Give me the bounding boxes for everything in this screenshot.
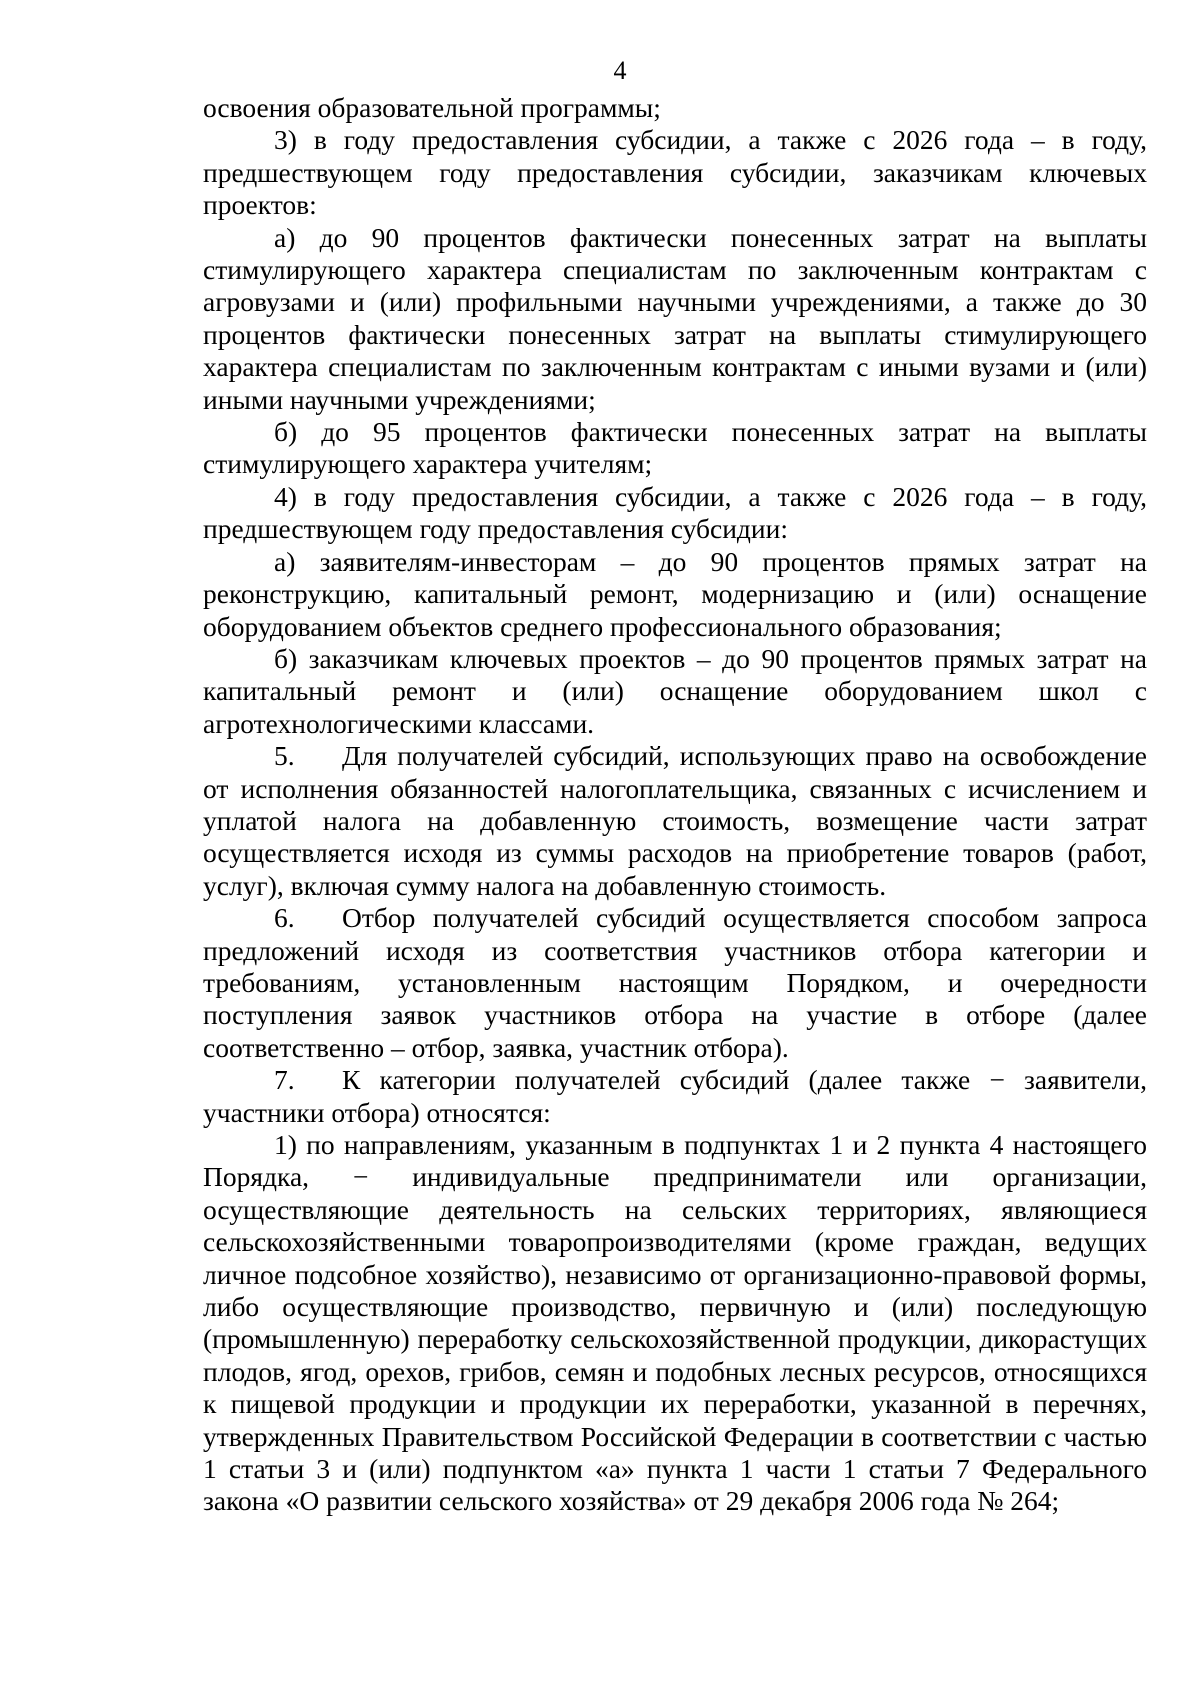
paragraph-text: Для получателей субсидий, использующих право на освобождение от исполнения обязанностей налогоплательщика, связанных с исчислением и уплатой налога на добавленную стоимость, возмещение части затрат осуществляется исходя из суммы расходов на приобретение товаров (работ, услуг), включая сумму налога на добавленную стоимость. <box>203 740 1147 901</box>
paragraph: б) до 95 процентов фактически понесенных затрат на выплаты стимулирующего характера учителям; <box>203 416 1147 480</box>
paragraph-number: 6. <box>274 902 295 934</box>
numbered-paragraph <box>203 1064 1147 1129</box>
paragraph-number: 7. <box>274 1064 295 1096</box>
paragraph: б) заказчикам ключевых проектов – до 90 процентов прямых затрат на капитальный ремонт и (или) оснащение оборудованием школ с агротехнологическими классами. <box>203 642 1147 739</box>
paragraph-number: 5. <box>274 740 295 772</box>
paragraph: а) заявителям-инвесторам – до 90 процентов прямых затрат на реконструкцию, капитальный ремонт, модернизацию и (или) оснащение оборудованием объектов среднего профессионального образования; <box>203 545 1147 642</box>
paragraph: а) до 90 процентов фактически понесенных затрат на выплаты стимулирующего характера специалистам по заключенным контрактам с агровузами и (или) профильными научными учреждениями, а также до 30 процентов фактически понесенных затрат на выплаты стимулирующего характера специалистам по заключенным контрактам с иными вузами и (или) иными научными учреждениями; <box>203 221 1147 415</box>
page-number: 4 <box>613 56 627 85</box>
paragraph-text: К категории получателей субсидий (далее также − заявители, участники отбора) относятся: <box>203 1064 1147 1128</box>
numbered-paragraph <box>203 740 1147 902</box>
numbered-paragraph <box>203 902 1147 1064</box>
paragraph: 1) по направлениям, указанным в подпунктах 1 и 2 пункта 4 настоящего Порядка, − индивидуальные предприниматели или организации, осуществляющие деятельность на сельских территориях, являющиеся сельскохозяйственными товаропроизводителями (кроме граждан, ведущих личное подсобное хозяйство), независимо от организационно-правовой формы, либо осуществляющие производство, первичную и (или) последующую (промышленную) переработку сельскохозяйственной продукции, дикорастущих плодов, ягод, орехов, грибов, семян и подобных лесных ресурсов, относящихся к пищевой продукции и продукции их переработки, указанной в перечнях, утвержденных Правительством Российской Федерации в соответствии с частью 1 статьи 3 и (или) подпунктом «а» пункта 1 части 1 статьи 7 Федерального закона «О развитии сельского хозяйства» от 29 декабря 2006 года № 264; <box>203 1129 1147 1517</box>
paragraph-text: Отбор получателей субсидий осуществляется способом запроса предложений исходя из соответствия участников отбора категории и требованиям, установленным настоящим Порядком, и очередности поступления заявок участников отбора на участие в отборе (далее соответственно – отбор, заявка, участник отбора). <box>203 902 1147 1063</box>
document-body <box>203 92 1147 1518</box>
paragraph: 3) в году предоставления субсидии, а также с 2026 года – в году, предшествующем году предоставления субсидии, заказчикам ключевых проектов: <box>203 124 1147 221</box>
paragraph: освоения образовательной программы; <box>203 92 661 123</box>
paragraph: 4) в году предоставления субсидии, а также с 2026 года – в году, предшествующем году предоставления субсидии: <box>203 480 1147 545</box>
